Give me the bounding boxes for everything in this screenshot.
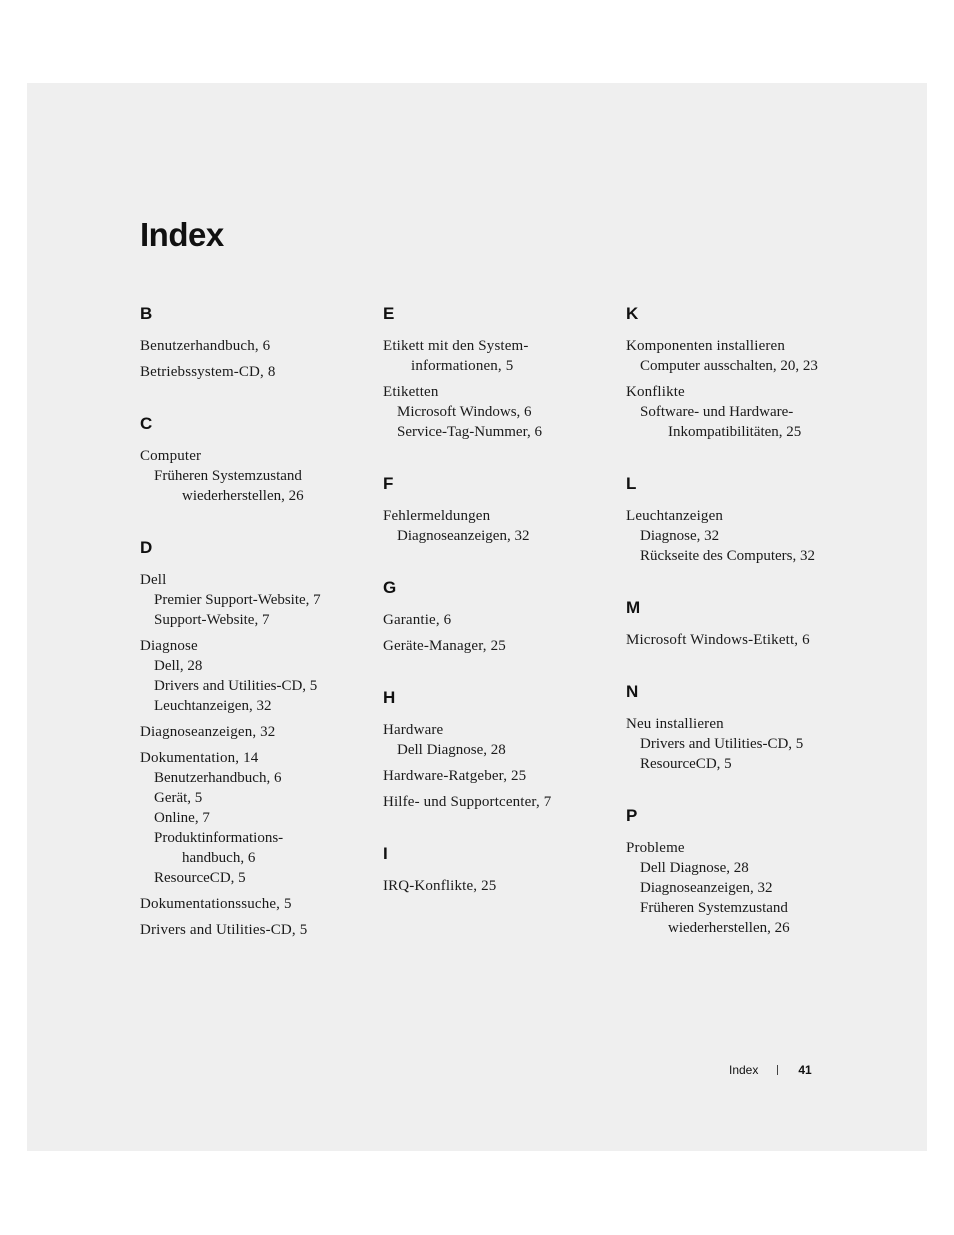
index-subentry: [383, 526, 608, 546]
index-term: [140, 336, 365, 356]
index-subentry: [140, 466, 365, 506]
index-section-i: [383, 842, 608, 896]
index-term-text: Computer: [140, 448, 202, 464]
index-subentry-text: Diagnoseanzeigen, 32: [397, 528, 530, 544]
index-entry: [383, 610, 608, 630]
section-letter: F: [383, 474, 394, 493]
index-subentry: [626, 878, 851, 898]
index-subentry-text: Produktinformations-: [154, 830, 284, 846]
index-term-text: Diagnoseanzeigen, 32: [140, 724, 276, 740]
index-term: [383, 610, 608, 630]
index-term: [626, 630, 851, 650]
index-section-l: [626, 472, 851, 566]
index-term: [626, 336, 851, 356]
index-term-text: Etikett mit den System-: [383, 338, 529, 354]
index-subentry-text: Dell Diagnose, 28: [640, 860, 749, 876]
index-term-text: Dell: [140, 572, 167, 588]
index-entry: [140, 570, 365, 630]
index-term-text: Etiketten: [383, 384, 439, 400]
index-term-text: Probleme: [626, 840, 685, 856]
index-subentry-continuation: Inkompatibilitäten, 25: [668, 424, 802, 440]
section-letter: E: [383, 304, 395, 323]
index-subentry: [626, 858, 851, 878]
index-section-d: [140, 536, 365, 940]
index-subentry: [140, 788, 365, 808]
index-term-text: Komponenten installieren: [626, 338, 785, 354]
index-subentry-text: Support-Website, 7: [154, 612, 270, 628]
index-term: [626, 714, 851, 734]
index-term-text: Hardware: [383, 722, 444, 738]
index-entry: [140, 748, 365, 888]
index-entry: [383, 382, 608, 442]
index-subentry: [140, 610, 365, 630]
index-subentry-text: Gerät, 5: [154, 790, 203, 806]
index-term-text: Garantie, 6: [383, 612, 452, 628]
index-entry: [383, 506, 608, 546]
index-term: [626, 506, 851, 526]
index-term: [140, 636, 365, 656]
index-subentry: [626, 734, 851, 754]
index-term-text: Diagnose: [140, 638, 198, 654]
section-letter: N: [626, 682, 639, 701]
index-subentry-text: Drivers and Utilities-CD, 5: [640, 736, 804, 752]
index-subentry: [626, 754, 851, 774]
index-subentry: [626, 526, 851, 546]
section-letter: D: [140, 538, 153, 557]
index-subentry-text: Früheren Systemzustand: [640, 900, 788, 916]
index-entry: [626, 506, 851, 566]
index-subentry-text: ResourceCD, 5: [154, 870, 246, 886]
footer-separator: [777, 1065, 778, 1075]
index-term: [383, 382, 608, 402]
index-term: [626, 382, 851, 402]
index-term: [383, 766, 608, 786]
footer-label: Index: [729, 1063, 759, 1077]
index-subentry-text: Früheren Systemzustand: [154, 468, 302, 484]
index-term-text: Fehlermeldungen: [383, 508, 491, 524]
index-section-p: [626, 804, 851, 938]
index-term: [383, 336, 608, 376]
index-column-2: [383, 302, 608, 926]
index-subentry: [383, 422, 608, 442]
index-term-text: Hilfe- und Supportcenter, 7: [383, 794, 552, 810]
index-entry: [383, 720, 608, 760]
index-entry: [383, 336, 608, 376]
index-entry: [626, 714, 851, 774]
index-subentry-text: Software- und Hardware-: [640, 404, 794, 420]
index-section-n: [626, 680, 851, 774]
index-term-text: Dokumentationssuche, 5: [140, 896, 292, 912]
index-entry: [140, 920, 365, 940]
index-term: [140, 920, 365, 940]
index-term: [140, 894, 365, 914]
index-entry: [383, 876, 608, 896]
index-subentry-text: Rückseite des Computers, 32: [640, 548, 815, 564]
index-subentry-text: Online, 7: [154, 810, 210, 826]
index-section-k: [626, 302, 851, 442]
index-subentry-text: Computer ausschalten, 20, 23: [640, 358, 818, 374]
index-term-text: Dokumentation, 14: [140, 750, 259, 766]
index-subentry-text: Benutzerhandbuch, 6: [154, 770, 282, 786]
index-subentry: [140, 808, 365, 828]
index-entry: [626, 630, 851, 650]
section-letter: G: [383, 578, 397, 597]
section-letter: P: [626, 806, 638, 825]
index-subentry-text: Leuchtanzeigen, 32: [154, 698, 272, 714]
index-subentry-text: Service-Tag-Nummer, 6: [397, 424, 542, 440]
index-term-text: Neu installieren: [626, 716, 724, 732]
index-section-m: [626, 596, 851, 650]
section-letter: L: [626, 474, 637, 493]
index-term-text: Konflikte: [626, 384, 685, 400]
index-term: [383, 636, 608, 656]
index-subentry: [626, 356, 851, 376]
index-subentry-text: Diagnoseanzeigen, 32: [640, 880, 773, 896]
index-term-text: Betriebssystem-CD, 8: [140, 364, 276, 380]
index-subentry-continuation: wiederherstellen, 26: [668, 920, 790, 936]
index-column-1: [140, 302, 365, 970]
section-letter: H: [383, 688, 396, 707]
index-entry: [383, 792, 608, 812]
index-term-text: Hardware-Ratgeber, 25: [383, 768, 527, 784]
index-term: [140, 446, 365, 466]
index-entry: [626, 838, 851, 938]
index-entry: [383, 766, 608, 786]
section-letter: C: [140, 414, 153, 433]
index-term-continuation: informationen, 5: [411, 358, 514, 374]
index-column-3: [626, 302, 851, 968]
index-subentry-text: Dell Diagnose, 28: [397, 742, 506, 758]
index-entry: [383, 636, 608, 656]
section-letter: I: [383, 844, 388, 863]
index-entry: [140, 636, 365, 716]
index-subentry: [626, 898, 851, 938]
index-subentry: [140, 676, 365, 696]
index-subentry-text: Drivers and Utilities-CD, 5: [154, 678, 318, 694]
index-subentry: [626, 402, 851, 442]
index-term: [140, 722, 365, 742]
section-letter: K: [626, 304, 639, 323]
page-number: 41: [798, 1063, 812, 1077]
index-subentry: [626, 546, 851, 566]
index-term: [383, 506, 608, 526]
index-term-text: IRQ-Konflikte, 25: [383, 878, 497, 894]
index-section-g: [383, 576, 608, 656]
index-subentry-text: Premier Support-Website, 7: [154, 592, 321, 608]
index-subentry-text: Diagnose, 32: [640, 528, 720, 544]
index-term: [140, 570, 365, 590]
index-entry: [140, 894, 365, 914]
index-subentry-text: ResourceCD, 5: [640, 756, 732, 772]
index-subentry-text: Dell, 28: [154, 658, 203, 674]
index-term: [140, 748, 365, 768]
index-term: [140, 362, 365, 382]
index-subentry: [140, 656, 365, 676]
index-subentry-text: Microsoft Windows, 6: [397, 404, 532, 420]
index-term: [383, 876, 608, 896]
index-section-f: [383, 472, 608, 546]
index-subentry-continuation: handbuch, 6: [182, 850, 256, 866]
index-entry: [140, 722, 365, 742]
index-term-text: Geräte-Manager, 25: [383, 638, 506, 654]
index-term: [383, 792, 608, 812]
index-term-text: Drivers and Utilities-CD, 5: [140, 922, 308, 938]
index-entry: [140, 362, 365, 382]
index-entry: [626, 336, 851, 376]
index-term: [626, 838, 851, 858]
index-entry: [140, 336, 365, 356]
section-letter: B: [140, 304, 153, 323]
index-section-b: [140, 302, 365, 382]
section-letter: M: [626, 598, 641, 617]
index-subentry: [383, 740, 608, 760]
index-entry: [626, 382, 851, 442]
index-term: [383, 720, 608, 740]
index-section-h: [383, 686, 608, 812]
index-subentry: [383, 402, 608, 422]
index-section-c: [140, 412, 365, 506]
index-subentry-continuation: wiederherstellen, 26: [182, 488, 304, 504]
page-footer: [729, 1061, 812, 1079]
page-title: Index: [140, 216, 224, 253]
index-term-text: Benutzerhandbuch, 6: [140, 338, 271, 354]
index-subentry: [140, 828, 365, 868]
index-term-text: Leuchtanzeigen: [626, 508, 724, 524]
index-subentry: [140, 868, 365, 888]
index-entry: [140, 446, 365, 506]
index-subentry: [140, 768, 365, 788]
index-subentry: [140, 696, 365, 716]
index-subentry: [140, 590, 365, 610]
index-section-e: [383, 302, 608, 442]
index-term-text: Microsoft Windows-Etikett, 6: [626, 632, 810, 648]
